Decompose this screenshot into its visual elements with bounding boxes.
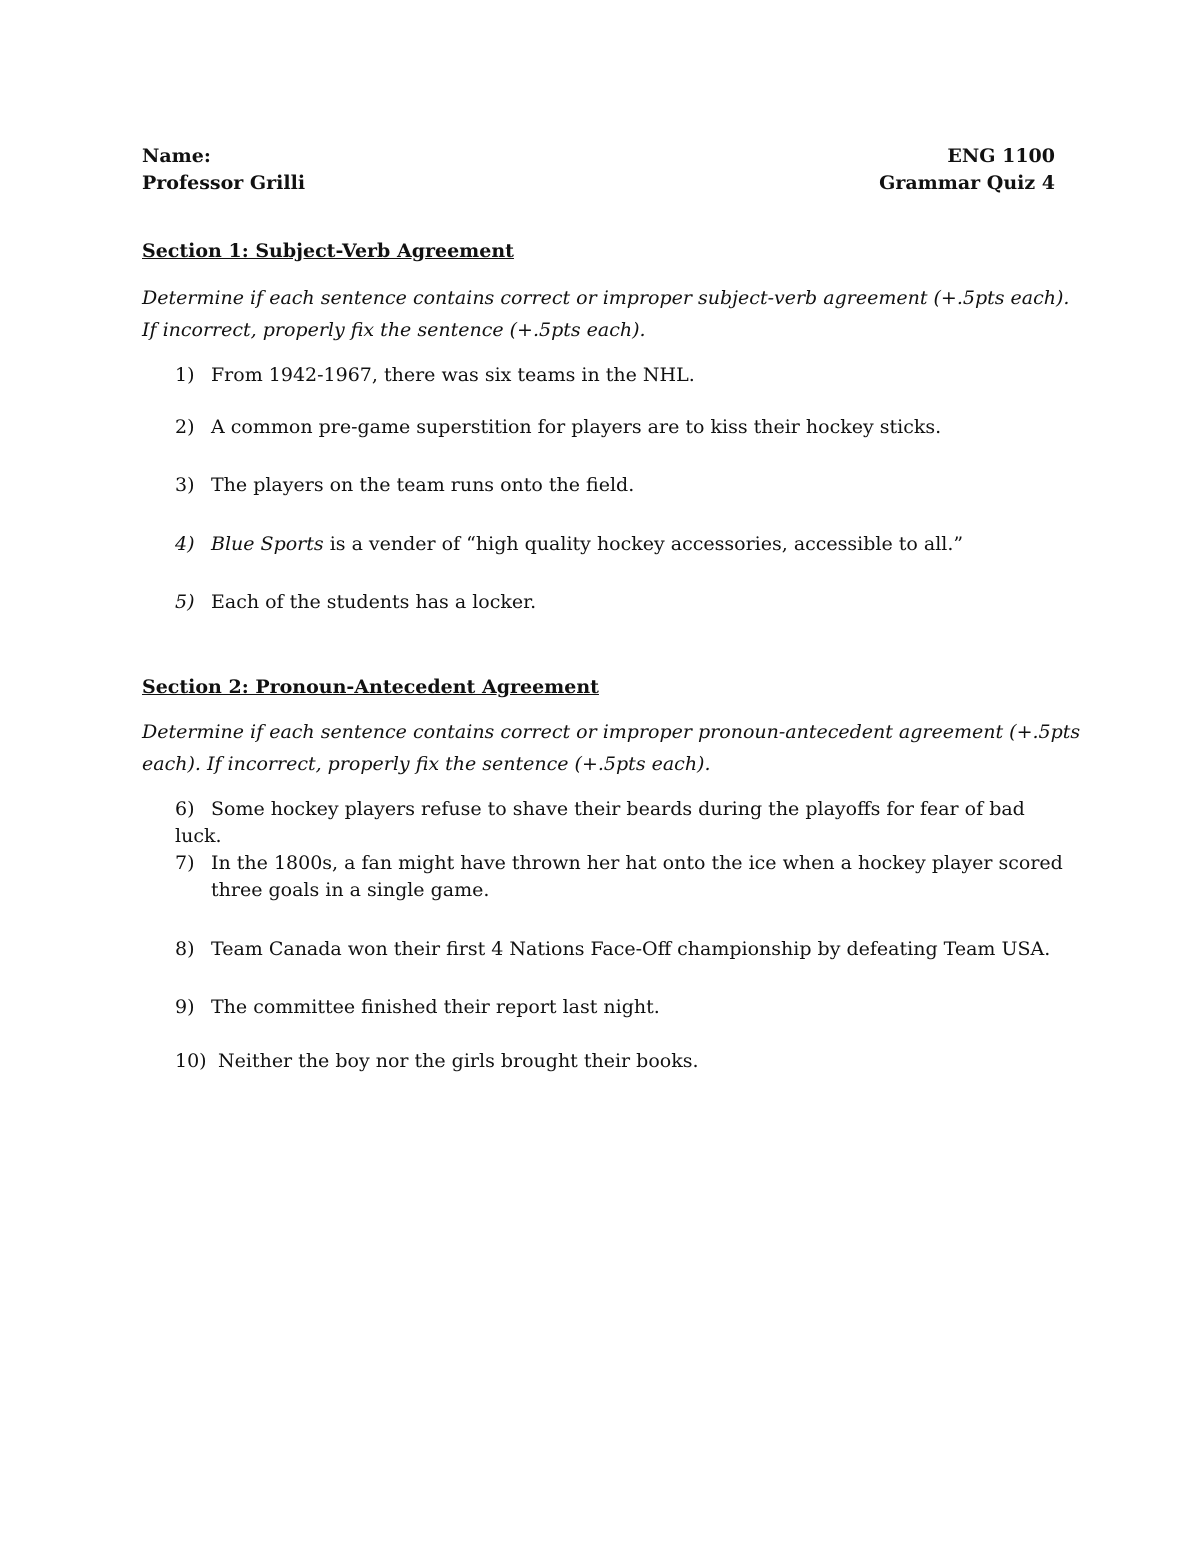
section2-instructions-line2: each). If incorrect, properly fix the sentence (+.5pts each). bbox=[142, 753, 711, 775]
question-text: The committee finished their report last night. bbox=[211, 996, 660, 1018]
question-item-1 bbox=[175, 362, 1065, 389]
question-item-3 bbox=[175, 472, 1065, 499]
question-number: 2) bbox=[175, 416, 195, 438]
name-label: Name: bbox=[142, 145, 211, 167]
section2-instructions-line1: Determine if each sentence contains correct or improper pronoun-antecedent agreement (+.5pts bbox=[142, 721, 1081, 743]
section1-instructions-line1: Determine if each sentence contains correct or improper subject-verb agreement (+.5pts each). bbox=[142, 287, 1070, 309]
question-item-7 bbox=[175, 850, 1065, 904]
question-text: Some hockey players refuse to shave their beards during the playoffs for fear of bad luck. bbox=[175, 798, 1025, 847]
question-number: 9) bbox=[175, 996, 195, 1018]
question-item-5 bbox=[175, 589, 1065, 616]
question-number: 5) bbox=[175, 591, 195, 613]
question-text-rest: is a vender of “high quality hockey accessories, accessible to all.” bbox=[323, 533, 964, 555]
question-text bbox=[211, 533, 963, 555]
brand-name: Blue Sports bbox=[211, 533, 324, 555]
section1-instructions-line2: If incorrect, properly fix the sentence (+.5pts each). bbox=[142, 319, 646, 341]
section1-heading: Section 1: Subject-Verb Agreement bbox=[142, 240, 514, 262]
course-code: ENG 1100 bbox=[947, 145, 1055, 167]
question-number: 4) bbox=[175, 533, 195, 555]
quiz-title: Grammar Quiz 4 bbox=[879, 172, 1055, 194]
section2-heading: Section 2: Pronoun-Antecedent Agreement bbox=[142, 676, 599, 698]
question-text-line2: three goals in a single game. bbox=[211, 879, 490, 901]
section2-instructions bbox=[142, 716, 1081, 780]
question-item-4 bbox=[175, 531, 1065, 558]
question-text: The players on the team runs onto the field. bbox=[211, 474, 635, 496]
question-item-6 bbox=[175, 796, 1065, 850]
question-text: Neither the boy nor the girls brought their books. bbox=[218, 1050, 699, 1072]
question-text: Each of the students has a locker. bbox=[211, 591, 537, 613]
question-text-line1: In the 1800s, a fan might have thrown her hat onto the ice when a hockey player scored bbox=[211, 852, 1063, 874]
question-item-9 bbox=[175, 994, 1065, 1021]
question-item-10 bbox=[175, 1048, 1065, 1075]
question-number: 6) bbox=[175, 798, 195, 820]
question-item-8 bbox=[175, 936, 1065, 963]
professor-name: Professor Grilli bbox=[142, 172, 306, 194]
question-text: A common pre-game superstition for players are to kiss their hockey sticks. bbox=[211, 416, 942, 438]
question-number: 8) bbox=[175, 938, 195, 960]
question-item-2 bbox=[175, 414, 1065, 441]
section1-instructions bbox=[142, 282, 1070, 346]
question-number: 7) bbox=[175, 852, 195, 874]
question-number: 1) bbox=[175, 364, 195, 386]
question-text: Team Canada won their first 4 Nations Face-Off championship by defeating Team USA. bbox=[211, 938, 1051, 960]
question-number: 10) bbox=[175, 1050, 207, 1072]
question-number: 3) bbox=[175, 474, 195, 496]
question-text: From 1942-1967, there was six teams in the NHL. bbox=[211, 364, 695, 386]
